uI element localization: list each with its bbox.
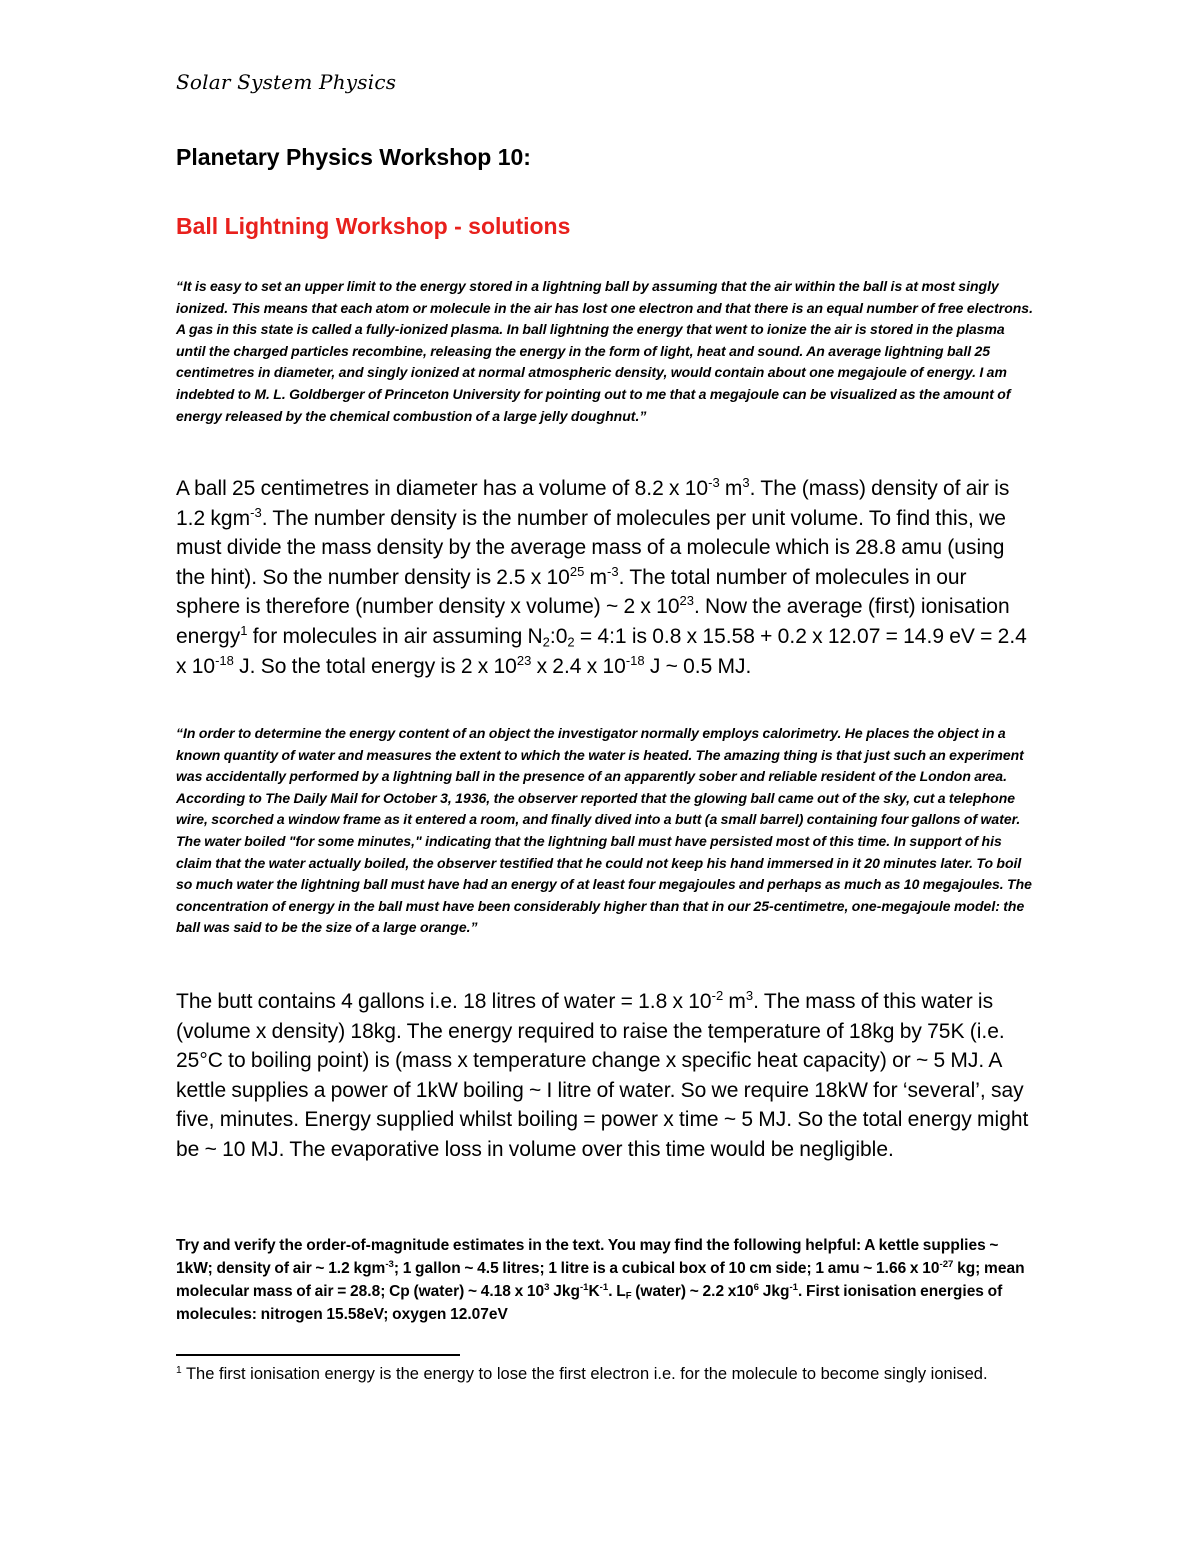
footnote: $^1$ The first ionisation energy is the energy to lose the first electron i.e. for the molecule to become singly ionised. <box>176 1364 988 1383</box>
footnote-separator <box>176 1354 460 1356</box>
footnote-reference[interactable]: 1 <box>240 623 248 639</box>
footnote-marker: 1 <box>176 1364 182 1376</box>
quote-calorimetry: “In order to determine the energy content of an object the investigator normally employs calorimetry. He places the object in a known quantity of water and measures the extent to which the water is heated. The amazing thing is that just such an experiment was accidentally performed by a lightning ball in the presence of an apparently sober and reliable resident of the London area. According to The Daily Mail for October 3, 1936, the observer reported that the glowing ball came out of the sky, cut a telephone wire, scorched a window frame as it entered a room, and finally dived into a butt (a small barrel) containing four gallons of water. The water boiled "for some minutes," indicating that the lightning ball must have persisted most of this time. In support of his claim that the water actually boiled, the observer testified that he could not keep his hand immersed in it 20 minutes later. To boil so much water the lightning ball must have had an energy of at least four megajoules and perhaps as much as 10 megajoules. The concentration of energy in the ball must have been considerably higher than that in our 25-centimetre, one-megajoule model: the ball was said to be the size of a large orange.” <box>176 725 1032 936</box>
page-subtitle: Ball Lightning Workshop - solutions <box>176 213 571 239</box>
running-header: Solar System Physics <box>176 70 397 94</box>
page-title: Planetary Physics Workshop 10: <box>176 144 531 170</box>
answer-paragraph-2: The butt contains 4 gallons i.e. 18 litres of water = 1.8 x $10^{-2}$ $m^3$. The mass of this water is (volume x density) 18kg. The energy required to raise the temperature of 18kg by 75K (i.e. 25°C to boiling point) is (mass x temperature change x specific heat capacity) or ~ 5 MJ. A kettle supplies a power of 1kW boiling ~ I litre of water. So we require 18kW for ‘several’, say five, minutes. Energy supplied whilst boiling = power x time ~ 5 MJ. So the total energy might be ~ 10 MJ. The evaporative loss in volume over this time would be negligible. <box>176 988 1029 1161</box>
answer-paragraph-1: A ball 25 centimetres in diameter has a volume of 8.2 x $10^{-3}$ $m^3$. The (mass) density of air is 1.2 kgm$^{-3}$. The number density is the number of molecules per unit volume. To find this, we must divide the mass density by the average mass of a molecule which is 28.8 amu (using the hint). So the number density is 2.5 x $10^{25}$ $m^{-3}$. The total number of molecules in our sphere is therefore (number density x volume) ~ 2 x $10^{23}$. Now the average (first) ionisation energy$^1$ for molecules in air assuming $N_2:0_2$ = 4:1 is 0.8 x 15.58 + 0.2 x 12.07 = 14.9 eV = 2.4 x $10^{-18}$ J. So the total energy is 2 x $10^{23}$ x 2.4 x $10^{-18}$ J ~ 0.5 MJ. <box>176 475 1027 678</box>
hint-paragraph: Try and verify the order-of-magnitude estimates in the text. You may find the following helpful: A kettle supplies ~ 1kW; density of air ~ 1.2 kgm$^{-3}$; 1 gallon ~ 4.5 litres; 1 litre is a cubical box of 10 cm side; 1 amu ~ 1.66 x $10^{-27}$ kg; mean molecular mass of air = 28.8; Cp (water) ~ 4.18 x $10^3$ $Jkg^{-1}K^{-1}$. $L_F$ (water) ~ 2.2 $x10^6$ Jkg$^{-1}$. First ionisation energies of molecules: nitrogen 15.58eV; oxygen 12.07eV <box>176 1237 1025 1323</box>
quote-energy-limit: “It is easy to set an upper limit to the energy stored in a lightning ball by assuming that the air within the ball is at most singly ionized. This means that each atom or molecule in the air has lost one electron and that there is an equal number of free electrons. A gas in this state is called a fully-ionized plasma. In ball lightning the energy that went to ionize the air is stored in the plasma until the charged particles recombine, releasing the energy in the form of light, heat and sound. An average lightning ball 25 centimetres in diameter, and singly ionized at normal atmospheric density, would contain about one megajoule of energy. I am indebted to M. L. Goldberger of Princeton University for pointing out to me that a megajoule can be visualized as the amount of energy released by the chemical combustion of a large jelly doughnut.” <box>176 278 1033 424</box>
